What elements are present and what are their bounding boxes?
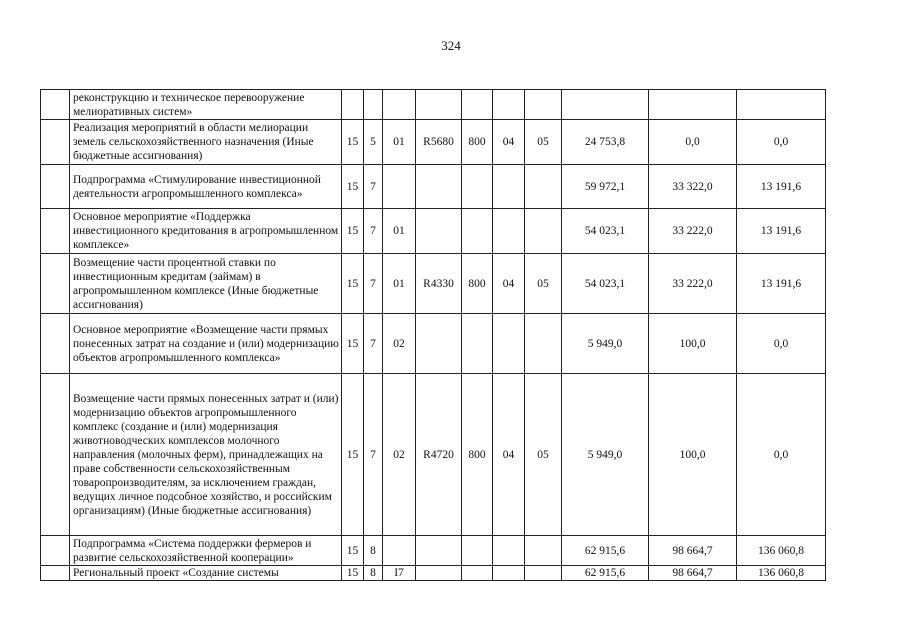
code-cell bbox=[493, 566, 525, 581]
code-cell bbox=[416, 566, 462, 581]
code-cell: I7 bbox=[383, 566, 416, 581]
blank-cell bbox=[41, 254, 70, 314]
code-cell: 15 bbox=[342, 374, 364, 536]
blank-cell bbox=[41, 374, 70, 536]
code-cell: 7 bbox=[364, 165, 383, 209]
value-cell bbox=[737, 90, 826, 120]
code-cell: 15 bbox=[342, 536, 364, 566]
code-cell: 04 bbox=[493, 120, 525, 165]
code-cell bbox=[462, 566, 493, 581]
value-cell: 0,0 bbox=[737, 314, 826, 374]
code-cell: 8 bbox=[364, 566, 383, 581]
value-cell: 24 753,8 bbox=[562, 120, 649, 165]
blank-cell bbox=[41, 165, 70, 209]
table-row bbox=[41, 90, 826, 120]
value-cell: 100,0 bbox=[649, 374, 737, 536]
row-name: Возмещение части процентной ставки по инвестиционным кредитам (займам) в агропромышленном комплексе (Иные бюджетные ассигнования) bbox=[70, 254, 342, 314]
row-name: Реализация мероприятий в области мелиорации земель сельскохозяйственного назначения (Иные бюджетные ассигнования) bbox=[70, 120, 342, 165]
value-cell: 98 664,7 bbox=[649, 566, 737, 581]
value-cell: 5 949,0 bbox=[562, 314, 649, 374]
page-number: 324 bbox=[441, 38, 461, 53]
code-cell: R5680 bbox=[416, 120, 462, 165]
code-cell: 800 bbox=[462, 120, 493, 165]
value-cell: 136 060,8 bbox=[737, 566, 826, 581]
code-cell: 01 bbox=[383, 120, 416, 165]
row-name: Возмещение части прямых понесенных затрат и (или) модернизацию объектов агропромышленного комплекс (создание и (или) модернизация животноводческих комплексов молочного направления (молочных ферм), принадлежащих на праве собственности сельскохозяйственным товаропроизводителям, за исключением граждан, ведущих личное подсобное хозяйство, и российским организациям) (Иные бюджетные ассигнования) bbox=[70, 374, 342, 536]
value-cell: 13 191,6 bbox=[737, 254, 826, 314]
code-cell: 7 bbox=[364, 209, 383, 254]
code-cell bbox=[493, 209, 525, 254]
code-cell bbox=[525, 165, 562, 209]
value-cell: 136 060,8 bbox=[737, 536, 826, 566]
code-cell bbox=[462, 314, 493, 374]
table-row bbox=[41, 566, 826, 581]
code-cell: 02 bbox=[383, 314, 416, 374]
code-cell: 05 bbox=[525, 374, 562, 536]
value-cell: 33 222,0 bbox=[649, 209, 737, 254]
table-row bbox=[41, 536, 826, 566]
code-cell bbox=[342, 90, 364, 120]
code-cell: 15 bbox=[342, 314, 364, 374]
code-cell bbox=[525, 90, 562, 120]
table-row bbox=[41, 254, 826, 314]
value-cell: 13 191,6 bbox=[737, 209, 826, 254]
value-cell bbox=[562, 90, 649, 120]
value-cell: 54 023,1 bbox=[562, 254, 649, 314]
code-cell: 04 bbox=[493, 254, 525, 314]
value-cell bbox=[649, 90, 737, 120]
code-cell: 15 bbox=[342, 120, 364, 165]
value-cell: 0,0 bbox=[737, 120, 826, 165]
code-cell: 7 bbox=[364, 254, 383, 314]
code-cell bbox=[383, 90, 416, 120]
value-cell: 0,0 bbox=[649, 120, 737, 165]
code-cell bbox=[493, 165, 525, 209]
code-cell: 5 bbox=[364, 120, 383, 165]
table-row bbox=[41, 314, 826, 374]
code-cell: 01 bbox=[383, 209, 416, 254]
code-cell: 15 bbox=[342, 566, 364, 581]
value-cell: 100,0 bbox=[649, 314, 737, 374]
code-cell bbox=[462, 90, 493, 120]
row-name: Основное мероприятие «Возмещение части прямых понесенных затрат на создание и (или) модернизацию объектов агропромышленного комплекса» bbox=[70, 314, 342, 374]
code-cell: 800 bbox=[462, 374, 493, 536]
code-cell: 7 bbox=[364, 314, 383, 374]
value-cell: 0,0 bbox=[737, 374, 826, 536]
blank-cell bbox=[41, 209, 70, 254]
code-cell bbox=[416, 536, 462, 566]
row-name: Подпрограмма «Стимулирование инвестиционной деятельности агропромышленного комплекса» bbox=[70, 165, 342, 209]
code-cell: R4330 bbox=[416, 254, 462, 314]
code-cell bbox=[462, 536, 493, 566]
table-row bbox=[41, 120, 826, 165]
value-cell: 62 915,6 bbox=[562, 536, 649, 566]
code-cell bbox=[416, 165, 462, 209]
code-cell: 04 bbox=[493, 374, 525, 536]
blank-cell bbox=[41, 120, 70, 165]
code-cell bbox=[364, 90, 383, 120]
value-cell: 33 222,0 bbox=[649, 254, 737, 314]
budget-table bbox=[40, 89, 826, 581]
code-cell: 7 bbox=[364, 374, 383, 536]
row-name: Региональный проект «Создание системы bbox=[70, 566, 342, 581]
code-cell: 05 bbox=[525, 254, 562, 314]
blank-cell bbox=[41, 566, 70, 581]
code-cell bbox=[493, 536, 525, 566]
code-cell: 8 bbox=[364, 536, 383, 566]
value-cell: 62 915,6 bbox=[562, 566, 649, 581]
code-cell bbox=[462, 209, 493, 254]
value-cell: 98 664,7 bbox=[649, 536, 737, 566]
code-cell bbox=[462, 165, 493, 209]
code-cell bbox=[493, 90, 525, 120]
code-cell bbox=[525, 209, 562, 254]
code-cell bbox=[416, 90, 462, 120]
code-cell bbox=[493, 314, 525, 374]
row-name: реконструкцию и техническое перевооружение мелиоративных систем» bbox=[70, 90, 342, 120]
row-name: Основное мероприятие «Поддержка инвестиционного кредитования в агропромышленном комплексе» bbox=[70, 209, 342, 254]
value-cell: 13 191,6 bbox=[737, 165, 826, 209]
code-cell bbox=[525, 566, 562, 581]
code-cell bbox=[416, 314, 462, 374]
code-cell bbox=[525, 314, 562, 374]
code-cell bbox=[383, 165, 416, 209]
table-row bbox=[41, 209, 826, 254]
value-cell: 54 023,1 bbox=[562, 209, 649, 254]
code-cell: R4720 bbox=[416, 374, 462, 536]
value-cell: 5 949,0 bbox=[562, 374, 649, 536]
blank-cell bbox=[41, 536, 70, 566]
value-cell: 33 322,0 bbox=[649, 165, 737, 209]
table-row bbox=[41, 374, 826, 536]
blank-cell bbox=[41, 90, 70, 120]
code-cell: 15 bbox=[342, 165, 364, 209]
code-cell bbox=[416, 209, 462, 254]
code-cell: 800 bbox=[462, 254, 493, 314]
code-cell: 01 bbox=[383, 254, 416, 314]
row-name: Подпрограмма «Система поддержки фермеров и развитие сельскохозяйственной кооперации» bbox=[70, 536, 342, 566]
code-cell: 15 bbox=[342, 254, 364, 314]
blank-cell bbox=[41, 314, 70, 374]
code-cell bbox=[525, 536, 562, 566]
value-cell: 59 972,1 bbox=[562, 165, 649, 209]
code-cell bbox=[383, 536, 416, 566]
code-cell: 05 bbox=[525, 120, 562, 165]
code-cell: 02 bbox=[383, 374, 416, 536]
table-row bbox=[41, 165, 826, 209]
code-cell: 15 bbox=[342, 209, 364, 254]
